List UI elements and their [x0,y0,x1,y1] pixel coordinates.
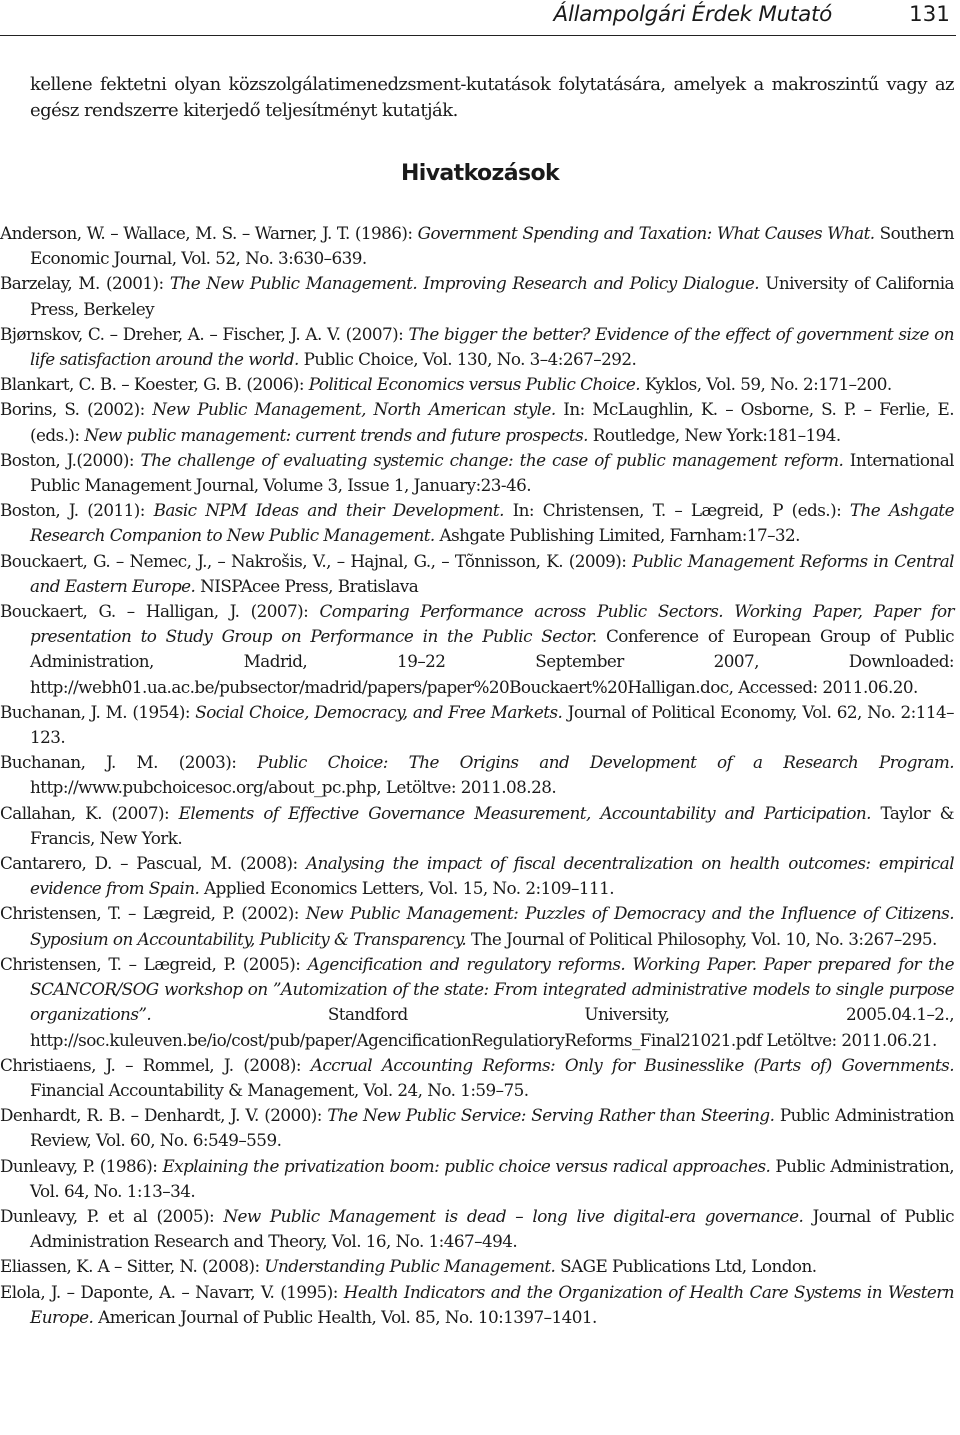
reference-list [0,221,954,1330]
running-title: Állampolgári Érdek Mutató [553,2,832,27]
reference-title: Understanding Public Management. [264,1256,556,1277]
reference-text: Dunleavy, P. (1986): [0,1155,163,1176]
section-title: Hivatkozások [400,161,560,186]
reference-entry [0,1280,954,1330]
reference-text: Routledge, New York:181–194. [587,424,841,445]
reference-entry [0,1053,954,1103]
reference-entry [0,700,954,750]
reference-text: Denhardt, R. B. – Denhardt, J. V. (2000): [0,1105,328,1126]
reference-text: Callahan, K. (2007): [0,802,179,823]
header-rule [0,35,956,36]
page-number: 131 [908,2,950,27]
reference-text: Eliassen, K. A – Sitter, N. (2008): [0,1256,265,1277]
reference-text: Blankart, C. B. – Koester, G. B. (2006): [0,374,309,395]
reference-entry [0,1254,954,1279]
reference-text: Kyklos, Vol. 59, No. 2:171–200. [640,374,892,395]
reference-entry [0,549,954,599]
reference-text: University of California Press, Berkeley [30,273,954,319]
reference-text: Anderson, W. – Wallace, M. S. – Warner, J. T. (1986): [0,223,418,243]
reference-text: Applied Economics Letters, Vol. 15, No. 2:109–111. [199,878,614,899]
reference-text: Bouckaert, G. – Halligan, J. (2007): [0,601,320,622]
reference-entry [0,599,954,700]
reference-text: Bjørnskov, C. – Dreher, A. – Fischer, J. A. V. (2007): [0,323,409,344]
reference-text: In: McLaughlin, K. – Osborne, S. P. – Ferlie, E. (eds.): [30,399,954,445]
reference-text: SAGE Publications Ltd, London. [555,1256,817,1277]
reference-text: Standford University, 2005.04.1–2., http://soc.kuleuven.be/io/cost/pub/paper/AgencificationRegulatioryReforms_Final21021.pdf Letöltve: 2011.06.21. [30,1004,954,1050]
reference-text: http://www.pubchoicesoc.org/about_pc.php, Letöltve: 2011.08.28. [30,777,557,798]
reference-title: Agencification and regulatory reforms. Working Paper. Paper prepared for the SCANCOR/SOG workshop on ”Automization of the state: From integrated administrative models to single purpose organizations”. [30,953,955,1025]
reference-text: Journal of Public Administration Research and Theory, Vol. 16, No. 1:467–494. [30,1205,954,1252]
reference-text: Christiaens, J. – Rommel, J. (2008): [0,1054,311,1075]
reference-text: Financial Accountability & Management, Vol. 24, No. 1:59–75. [30,1079,529,1100]
reference-entry [0,397,954,447]
reference-text: Boston, J. (2011): [0,500,154,521]
reference-entry [0,221,954,271]
reference-entry [0,750,954,800]
reference-text: The Journal of Political Philosophy, Vol. 10, No. 3:267–295. [466,928,937,949]
reference-title: The Ashgate Research Companion to New Public Management. [30,500,954,546]
reference-entry [0,801,954,851]
reference-text: Borins, S. (2002): [0,399,153,420]
reference-text: Buchanan, J. M. (1954): [0,701,196,722]
reference-text: Southern Economic Journal, Vol. 52, No. 3:630–639. [30,223,954,269]
reference-entry [0,448,954,498]
reference-title: New Public Management, North American style. [152,399,556,420]
reference-entry [0,322,954,372]
reference-text: International Public Management Journal, Volume 3, Issue 1, January:23-46. [30,449,954,496]
reference-entry [0,1154,954,1204]
reference-entry [0,271,954,321]
reference-text: Public Administration Review, Vol. 60, No. 6:549–559. [30,1105,954,1151]
reference-title: The New Public Management. Improving Research and Policy Dialogue. [169,273,760,294]
reference-title: Public Choice: The Origins and Development of a Research Program. [257,752,954,773]
reference-title: Health Indicators and the Organization of Health Care Systems in Western Europe. [30,1281,955,1327]
reference-title: Political Economics versus Public Choice. [308,374,641,395]
reference-title: Government Spending and Taxation: What Causes What. [417,223,875,243]
reference-title: Basic NPM Ideas and their Development. [153,500,504,521]
reference-text: Taylor & Francis, New York. [30,802,954,848]
reference-text: Ashgate Publishing Limited, Farnham:17–32. [434,525,800,546]
reference-entry [0,901,954,951]
reference-text: Cantarero, D. – Pascual, M. (2008): [0,853,306,874]
running-header [0,0,960,38]
reference-text: Dunleavy, P. et al (2005): [0,1205,224,1226]
reference-text: Conference of European Group of Public Administration, Madrid, 19–22 September 2007, Downloaded: http://webh01.ua.ac.be/pubsector/madrid/papers/paper%20Bouckaert%20Halligan.doc, Accessed: 2011.06.20. [30,626,954,697]
reference-entry [0,1103,954,1153]
reference-text: Christensen, T. – Lægreid, P. (2005): [0,953,308,974]
reference-title: New public management: current trends and future prospects. [84,424,588,445]
reference-text: Bouckaert, G. – Nemec, J., – Nakrošis, V., – Hajnal, G., – Tõnnisson, K. (2009): [0,550,633,571]
intro-paragraph: kellene fektetni olyan közszolgálatimenedzsment-kutatások folytatására, amelyek a makroszintű vagy az egész rendszerre kiterjedő teljesítményt kutatják. [30,74,954,121]
reference-text: Public Choice, Vol. 130, No. 3–4:267–292. [298,349,637,370]
reference-title: Public Management Reforms in Central and Eastern Europe. [30,550,954,596]
reference-title: Elements of Effective Governance Measurement, Accountability and Participation. [178,802,871,823]
reference-title: Analysing the impact of fiscal decentralization on health outcomes: empirical evidence from Spain. [30,853,955,899]
reference-text: Buchanan, J. M. (2003): [0,752,258,773]
reference-entry [0,851,954,901]
reference-text: Elola, J. – Daponte, A. – Navarr, V. (1995): [0,1281,344,1302]
reference-text: Public Administration, Vol. 64, No. 1:13–34. [30,1155,954,1201]
reference-title: Comparing Performance across Public Sectors. Working Paper, Paper for presentation to Study Group on Performance in the Public Sector. [30,601,954,647]
reference-title: New Public Management: Puzzles of Democracy and the Influence of Citizens. Syposium on Accountability, Publicity & Transparency. [30,903,955,949]
reference-title: Accrual Accounting Reforms: Only for Businesslike (Parts of) Governments. [310,1054,954,1075]
reference-text: Journal of Political Economy, Vol. 62, No. 2:114–123. [30,701,955,748]
reference-entry [0,1204,954,1254]
reference-text: Boston, J.(2000): [0,449,141,470]
reference-title: The challenge of evaluating systemic change: the case of public management reform. [140,449,844,470]
reference-entry [0,952,954,1053]
reference-title: Explaining the privatization boom: public choice versus radical approaches. [162,1155,771,1176]
reference-text: NISPAcee Press, Bratislava [195,575,419,596]
reference-text: American Journal of Public Health, Vol. 85, No. 10:1397–1401. [93,1306,597,1327]
reference-text: In: Christensen, T. – Lægreid, P (eds.): [503,500,850,521]
reference-text: Barzelay, M. (2001): [0,273,170,294]
reference-entry [0,372,954,397]
reference-entry [0,498,954,548]
reference-title: New Public Management is dead – long live digital-era governance. [223,1205,804,1226]
reference-text: Christensen, T. – Lægreid, P. (2002): [0,903,306,924]
reference-title: The bigger the better? Evidence of the effect of government size on life satisfaction around the world. [30,323,954,370]
reference-title: Social Choice, Democracy, and Free Markets. [195,701,563,722]
reference-title: The New Public Service: Serving Rather than Steering. [327,1105,775,1126]
